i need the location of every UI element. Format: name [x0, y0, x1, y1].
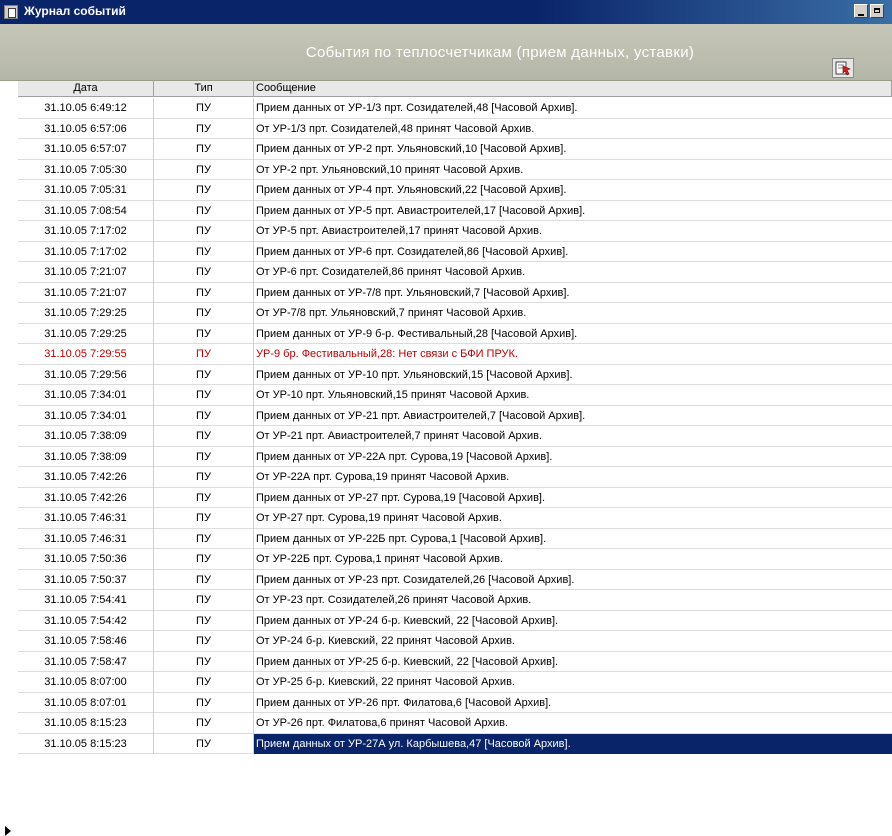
cell-date: 31.10.05 7:05:31 [18, 180, 154, 201]
cell-date: 31.10.05 7:50:37 [18, 570, 154, 591]
table-row[interactable] [18, 447, 892, 468]
cell-message: Прием данных от УР-24 б-р. Киевский, 22 [Часовой Архив]. [256, 614, 559, 627]
cell-message: Прием данных от УР-21 прт. Авиастроителей,7 [Часовой Архив]. [256, 409, 586, 422]
cell-message: От УР-26 прт. Филатова,6 принят Часовой Архив. [256, 717, 509, 729]
cell-type: ПУ [154, 652, 254, 673]
table-row[interactable] [18, 734, 892, 755]
grid-header-row [18, 81, 892, 97]
row-indicator-column [0, 81, 18, 761]
cell-message: УР-9 бр. Фестивальный,28: Нет связи с БФИ ПРУК. [256, 348, 519, 360]
cell-date: 31.10.05 7:17:02 [18, 242, 154, 263]
cell-type: ПУ [154, 447, 254, 468]
cell-type: ПУ [154, 529, 254, 550]
table-row[interactable] [18, 221, 892, 242]
cell-message: От УР-5 прт. Авиастроителей,17 принят Часовой Архив. [256, 225, 543, 237]
cell-message: Прием данных от УР-9 б-р. Фестивальный,28 [Часовой Архив]. [256, 327, 578, 340]
table-row[interactable] [18, 160, 892, 181]
cell-type: ПУ [154, 201, 254, 222]
cell-type: ПУ [154, 344, 254, 365]
cell-type: ПУ [154, 221, 254, 242]
table-row[interactable] [18, 631, 892, 652]
table-row[interactable] [18, 549, 892, 570]
cell-date: 31.10.05 7:42:26 [18, 467, 154, 488]
maximize-icon [874, 8, 880, 13]
cell-message: Прием данных от УР-10 прт. Ульяновский,15 [Часовой Архив]. [256, 368, 573, 381]
cell-date: 31.10.05 7:46:31 [18, 508, 154, 529]
table-row[interactable] [18, 570, 892, 591]
cell-message: Прием данных от УР-26 прт. Филатова,6 [Часовой Архив]. [256, 696, 552, 709]
cell-type: ПУ [154, 508, 254, 529]
table-row[interactable] [18, 488, 892, 509]
table-row[interactable] [18, 467, 892, 488]
column-header-date[interactable]: Дата [18, 81, 154, 97]
table-row[interactable] [18, 652, 892, 673]
cell-type: ПУ [154, 549, 254, 570]
cell-type: ПУ [154, 160, 254, 181]
cell-message: От УР-6 прт. Созидателей,86 принят Часовой Архив. [256, 266, 526, 278]
cell-message: Прием данных от УР-22Б прт. Сурова,1 [Часовой Архив]. [256, 532, 547, 545]
cell-date: 31.10.05 7:21:07 [18, 262, 154, 283]
cell-date: 31.10.05 7:38:09 [18, 447, 154, 468]
cell-type: ПУ [154, 303, 254, 324]
cell-date: 31.10.05 7:05:30 [18, 160, 154, 181]
cell-type: ПУ [154, 98, 254, 119]
table-row[interactable] [18, 283, 892, 304]
table-row[interactable] [18, 303, 892, 324]
cell-message: Прием данных от УР-23 прт. Созидателей,26 [Часовой Архив]. [256, 573, 575, 586]
cell-type: ПУ [154, 406, 254, 427]
cell-date: 31.10.05 7:21:07 [18, 283, 154, 304]
cell-message: От УР-24 б-р. Киевский, 22 принят Часовой Архив. [256, 635, 515, 647]
table-row[interactable] [18, 426, 892, 447]
cell-type: ПУ [154, 139, 254, 160]
cell-message: От УР-25 б-р. Киевский, 22 принят Часовой Архив. [256, 676, 515, 688]
cell-date: 31.10.05 8:15:23 [18, 734, 154, 755]
cell-date: 31.10.05 7:58:47 [18, 652, 154, 673]
table-row[interactable] [18, 201, 892, 222]
cell-date: 31.10.05 7:38:09 [18, 426, 154, 447]
cell-date: 31.10.05 6:57:06 [18, 119, 154, 140]
cell-type: ПУ [154, 734, 254, 755]
cell-date: 31.10.05 8:07:00 [18, 672, 154, 693]
table-row[interactable] [18, 693, 892, 714]
cell-message: От УР-22Б прт. Сурова,1 принят Часовой Архив. [256, 553, 503, 565]
table-row[interactable] [18, 713, 892, 734]
cell-type: ПУ [154, 283, 254, 304]
cell-date: 31.10.05 7:29:55 [18, 344, 154, 365]
header-panel [0, 24, 892, 81]
cell-type: ПУ [154, 385, 254, 406]
cell-date: 31.10.05 7:54:42 [18, 611, 154, 632]
cell-type: ПУ [154, 180, 254, 201]
cell-type: ПУ [154, 713, 254, 734]
cell-message: Прием данных от УР-1/3 прт. Созидателей,48 [Часовой Архив]. [256, 102, 578, 114]
cell-message: От УР-1/3 прт. Созидателей,48 принят Часовой Архив. [256, 122, 535, 135]
cell-type: ПУ [154, 324, 254, 345]
cell-message: От УР-27 прт. Сурова,19 принят Часовой Архив. [256, 512, 502, 524]
cell-message: От УР-2 прт. Ульяновский,10 принят Часовой Архив. [256, 163, 524, 176]
cell-date: 31.10.05 7:54:41 [18, 590, 154, 611]
cell-message: От УР-22А прт. Сурова,19 принят Часовой Архив. [256, 471, 510, 483]
cell-message: Прием данных от УР-4 прт. Ульяновский,22 [Часовой Архив]. [256, 184, 567, 196]
table-row[interactable] [18, 344, 892, 365]
cell-date: 31.10.05 6:57:07 [18, 139, 154, 160]
cell-type: ПУ [154, 242, 254, 263]
cell-type: ПУ [154, 365, 254, 386]
window-title: Журнал событий [24, 4, 126, 18]
cell-type: ПУ [154, 693, 254, 714]
table-row[interactable] [18, 611, 892, 632]
cell-date: 31.10.05 6:49:12 [18, 98, 154, 119]
cell-type: ПУ [154, 488, 254, 509]
table-row[interactable] [18, 529, 892, 550]
cell-date: 31.10.05 8:15:23 [18, 713, 154, 734]
table-row[interactable] [18, 590, 892, 611]
cell-date: 31.10.05 7:08:54 [18, 201, 154, 222]
cell-type: ПУ [154, 631, 254, 652]
column-header-message[interactable]: Сообщение [254, 81, 892, 97]
cell-date: 31.10.05 7:58:46 [18, 631, 154, 652]
cell-date: 31.10.05 7:34:01 [18, 406, 154, 427]
column-header-type[interactable]: Тип [154, 81, 254, 97]
maximize-button[interactable] [870, 4, 884, 18]
cell-message: От УР-21 прт. Авиастроителей,7 принят Часовой Архив. [256, 430, 543, 442]
cell-message: От УР-7/8 прт. Ульяновский,7 принят Часовой Архив. [256, 307, 527, 319]
cell-message: Прием данных от УР-7/8 прт. Ульяновский,7 [Часовой Архив]. [256, 286, 570, 299]
cell-type: ПУ [154, 467, 254, 488]
table-row[interactable] [18, 385, 892, 406]
help-button[interactable] [832, 58, 854, 78]
table-row[interactable] [18, 508, 892, 529]
table-row[interactable] [18, 242, 892, 263]
table-row[interactable] [18, 406, 892, 427]
cell-message: От УР-10 прт. Ульяновский,15 принят Часовой Архив. [256, 389, 530, 401]
table-row[interactable] [18, 139, 892, 160]
cell-message: Прием данных от УР-27А ул. Карбышева,47 [Часовой Архив]. [254, 734, 892, 755]
current-row-arrow-icon [5, 826, 11, 836]
cell-type: ПУ [154, 590, 254, 611]
cell-date: 31.10.05 7:29:56 [18, 365, 154, 386]
cell-type: ПУ [154, 426, 254, 447]
cell-type: ПУ [154, 119, 254, 140]
cell-message: Прием данных от УР-27 прт. Сурова,19 [Часовой Архив]. [256, 491, 546, 504]
table-row[interactable] [18, 180, 892, 201]
cell-date: 31.10.05 7:42:26 [18, 488, 154, 509]
cell-date: 31.10.05 7:34:01 [18, 385, 154, 406]
cell-message: Прием данных от УР-6 прт. Созидателей,86 [Часовой Архив]. [256, 245, 569, 258]
cell-date: 31.10.05 8:07:01 [18, 693, 154, 714]
cell-type: ПУ [154, 672, 254, 693]
table-row[interactable] [18, 365, 892, 386]
table-row[interactable] [18, 262, 892, 283]
cell-type: ПУ [154, 611, 254, 632]
cell-type: ПУ [154, 570, 254, 591]
cell-date: 31.10.05 7:46:31 [18, 529, 154, 550]
cell-date: 31.10.05 7:17:02 [18, 221, 154, 242]
cell-message: Прием данных от УР-5 прт. Авиастроителей,17 [Часовой Архив]. [256, 204, 586, 217]
minimize-icon [858, 8, 864, 16]
minimize-button[interactable] [854, 4, 868, 18]
table-row[interactable] [18, 98, 892, 119]
table-row[interactable] [18, 324, 892, 345]
cell-date: 31.10.05 7:50:36 [18, 549, 154, 570]
help-icon [835, 60, 851, 76]
cell-type: ПУ [154, 262, 254, 283]
cell-message: От УР-23 прт. Созидателей,26 принят Часовой Архив. [256, 594, 532, 606]
title-bar[interactable] [0, 0, 892, 24]
cell-date: 31.10.05 7:29:25 [18, 303, 154, 324]
table-row[interactable] [18, 119, 892, 140]
cell-date: 31.10.05 7:29:25 [18, 324, 154, 345]
cell-message: Прием данных от УР-2 прт. Ульяновский,10 [Часовой Архив]. [256, 143, 567, 155]
cell-message: Прием данных от УР-25 б-р. Киевский, 22 [Часовой Архив]. [256, 655, 559, 668]
cell-message: Прием данных от УР-22А прт. Сурова,19 [Часовой Архив]. [256, 450, 553, 463]
table-row[interactable] [18, 672, 892, 693]
page-title: События по теплосчетчикам (прием данных, уставки) [305, 44, 695, 61]
app-icon [4, 5, 18, 19]
